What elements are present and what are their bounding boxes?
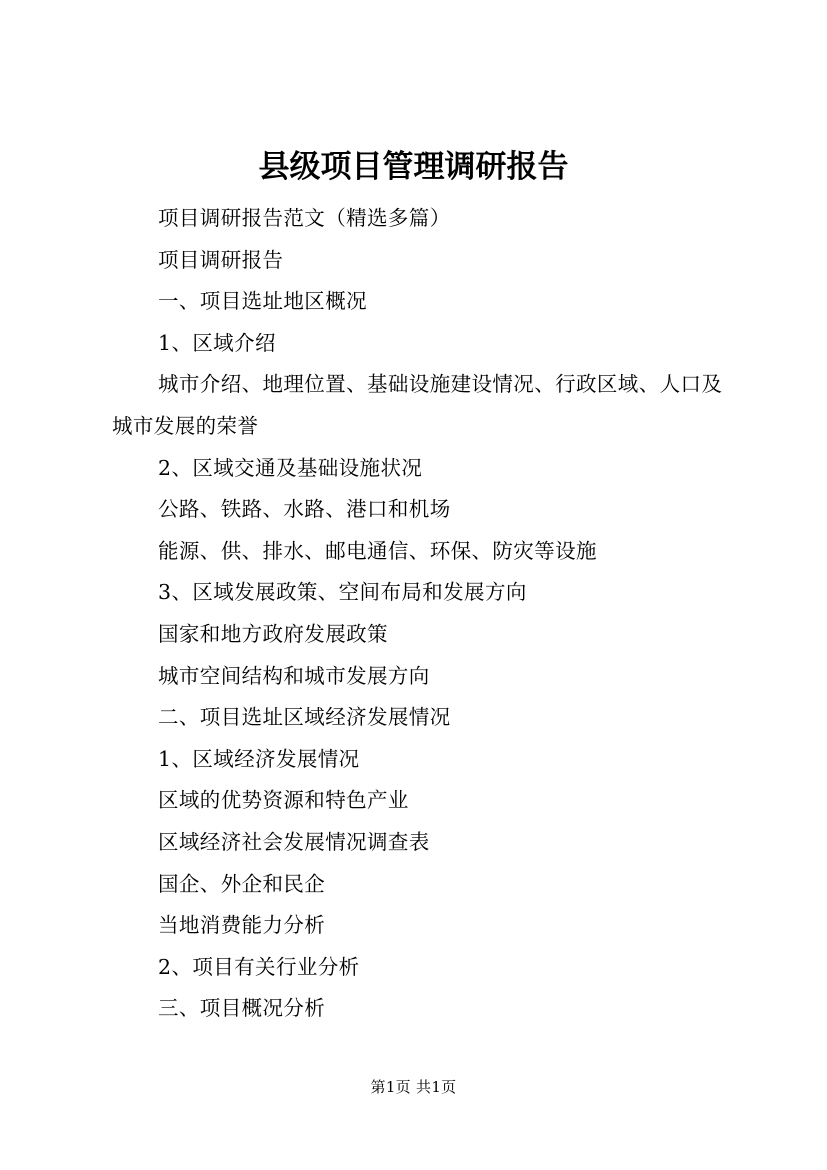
paragraph: 国家和地方政府发展政策 bbox=[158, 621, 388, 646]
paragraph: 2、区域交通及基础设施状况 bbox=[158, 455, 423, 480]
paragraph: 能源、供、排水、邮电通信、环保、防灾等设施 bbox=[158, 538, 597, 563]
document-title: 县级项目管理调研报告 bbox=[258, 149, 569, 185]
paragraph: 城市空间结构和城市发展方向 bbox=[158, 663, 430, 688]
paragraph: 区域经济社会发展情况调查表 bbox=[158, 829, 430, 854]
paragraph: 1、区域介绍 bbox=[158, 330, 276, 355]
paragraph: 二、项目选址区域经济发展情况 bbox=[158, 705, 451, 730]
page-footer: 第1页 共1页 bbox=[370, 1078, 457, 1096]
paragraph: 项目调研报告 bbox=[158, 247, 284, 272]
paragraph: 国企、外企和民企 bbox=[158, 871, 326, 896]
paragraph: 1、区域经济发展情况 bbox=[158, 746, 360, 771]
paragraph: 城市介绍、地理位置、基础设施建设情况、行政区域、人口及城市发展的荣誉 bbox=[112, 372, 723, 438]
paragraph: 公路、铁路、水路、港口和机场 bbox=[158, 497, 451, 522]
paragraph: 当地消费能力分析 bbox=[158, 913, 326, 938]
paragraph: 3、区域发展政策、空间布局和发展方向 bbox=[158, 580, 527, 605]
paragraph: 一、项目选址地区概况 bbox=[158, 289, 367, 314]
paragraph: 2、项目有关行业分析 bbox=[158, 954, 360, 979]
paragraph: 区域的优势资源和特色产业 bbox=[158, 788, 409, 813]
paragraph: 项目调研报告范文（精选多篇） bbox=[158, 206, 451, 230]
paragraph: 三、项目概况分析 bbox=[158, 996, 326, 1021]
document-body bbox=[112, 198, 732, 1030]
